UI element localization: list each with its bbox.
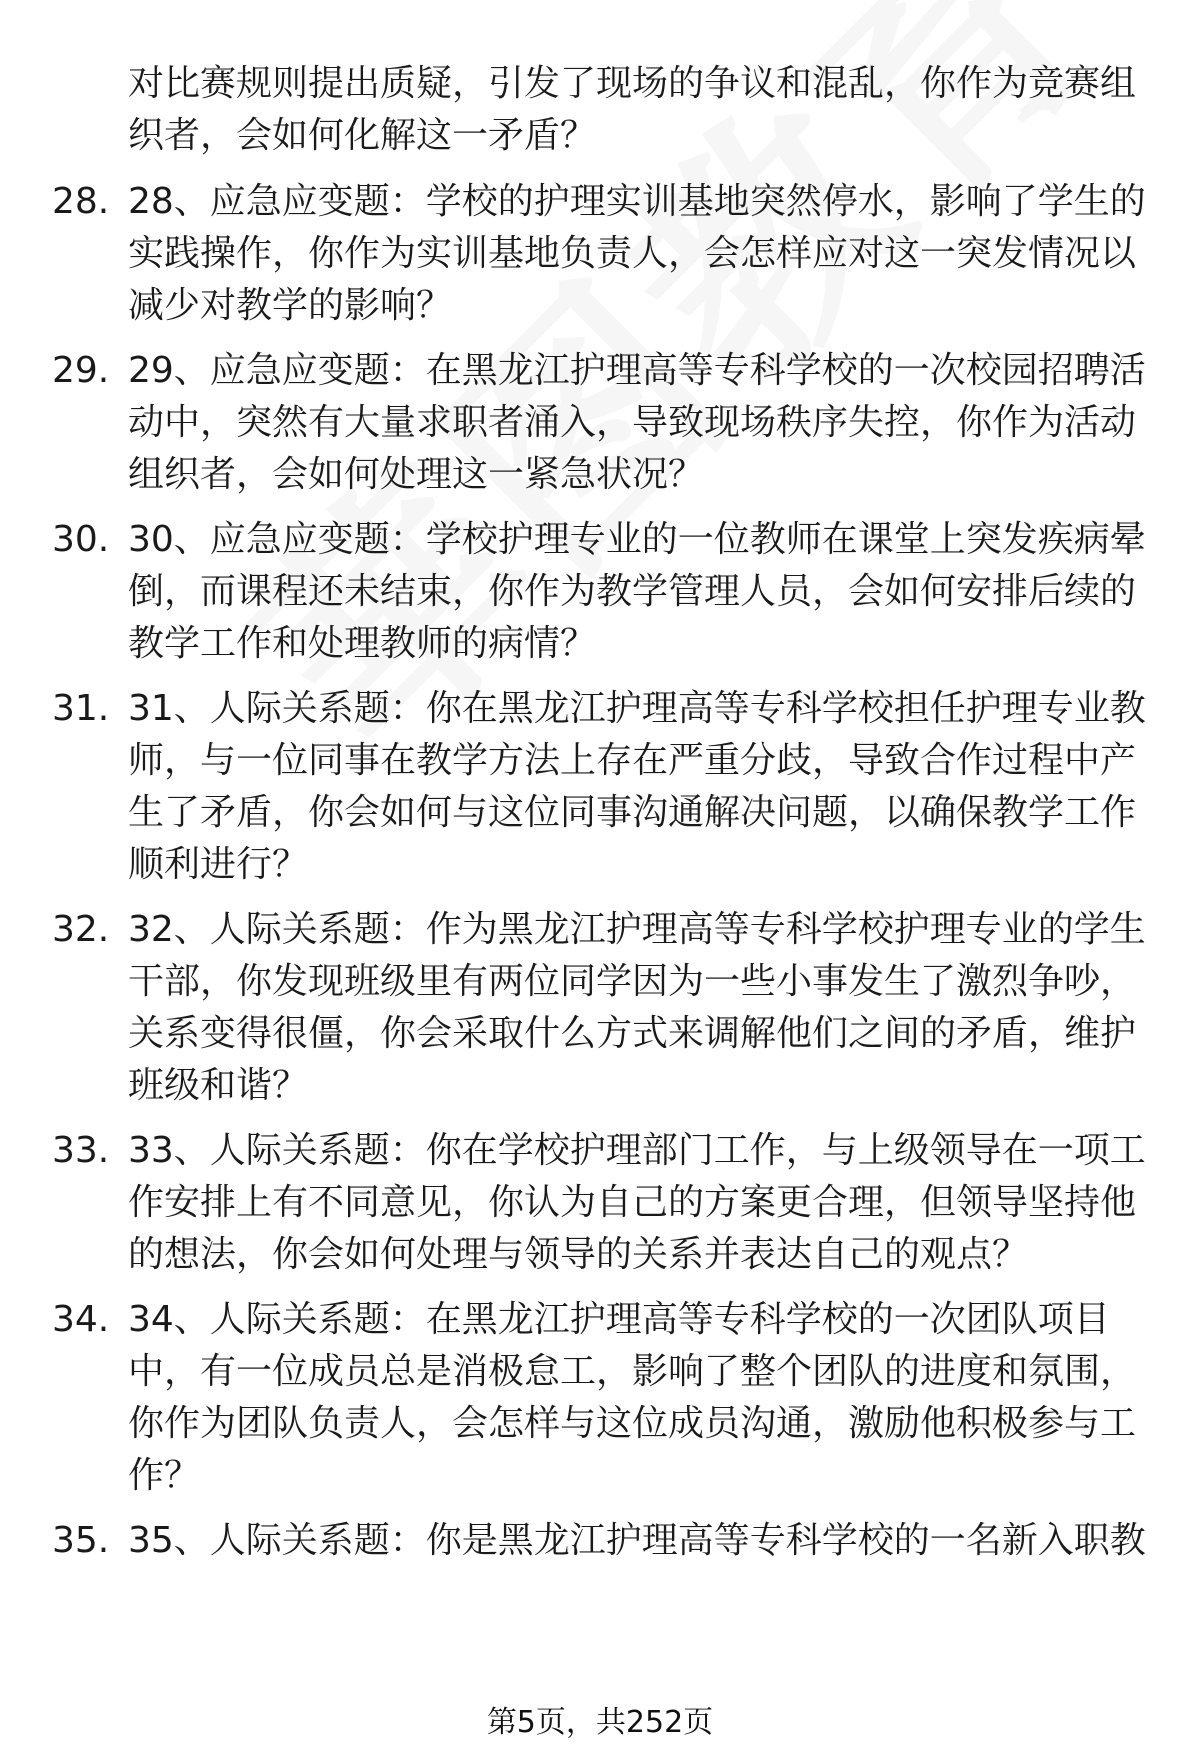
question-text: 31、人际关系题：你在黑龙江护理高等专科学校担任护理专业教师，与一位同事在教学方法上存在严重分歧，导致合作过程中产生了矛盾，你会如何与这位同事沟通解决问题，以确保教学工作顺利进行？ (128, 688, 1146, 885)
question-number: 31. (52, 688, 110, 729)
question-text: 34、人际关系题：在黑龙江护理高等专科学校的一次团队项目中，有一位成员总是消极怠工，影响了整个团队的进度和氛围，你作为团队负责人，会怎样与这位成员沟通，激励他积极参与工作？ (128, 1299, 1137, 1496)
question-number: 30. (52, 519, 110, 560)
question-text: 35、人际关系题：你是黑龙江护理高等专科学校的一名新入职教 (128, 1520, 1146, 1561)
continuation-text: 对比赛规则提出质疑，引发了现场的争议和混乱，你作为竞赛组织者，会如何化解这一矛盾？ (128, 63, 1137, 156)
question-text: 28、应急应变题：学校的护理实训基地突然停水，影响了学生的实践操作，你作为实训基地负责人，会怎样应对这一突发情况以减少对教学的影响？ (128, 181, 1146, 326)
question-number: 35. (52, 1520, 110, 1561)
question-number: 33. (52, 1130, 110, 1171)
question-text: 33、人际关系题：你在学校护理部门工作，与上级领导在一项工作安排上有不同意见，你认为自己的方案更合理，但领导坚持他的想法，你会如何处理与领导的关系并表达自己的观点？ (128, 1130, 1146, 1275)
question-text: 29、应急应变题：在黑龙江护理高等专科学校的一次校园招聘活动中，突然有大量求职者涌入，导致现场秩序失控，你作为活动组织者，会如何处理这一紧急状况？ (128, 350, 1146, 495)
question-number: 28. (52, 181, 110, 222)
question-number: 34. (52, 1299, 110, 1340)
question-number: 29. (52, 350, 110, 391)
question-text: 30、应急应变题：学校护理专业的一位教师在课堂上突发疾病晕倒，而课程还未结束，你作为教学管理人员，会如何安排后续的教学工作和处理教师的病情？ (128, 519, 1146, 664)
question-number: 32. (52, 909, 110, 950)
question-text: 32、人际关系题：作为黑龙江护理高等专科学校护理专业的学生干部，你发现班级里有两位同学因为一些小事发生了激烈争吵，关系变得很僵，你会采取什么方式来调解他们之间的矛盾，维护班级和谐？ (128, 909, 1146, 1106)
page-footer: 第5页，共252页 (486, 1705, 714, 1740)
